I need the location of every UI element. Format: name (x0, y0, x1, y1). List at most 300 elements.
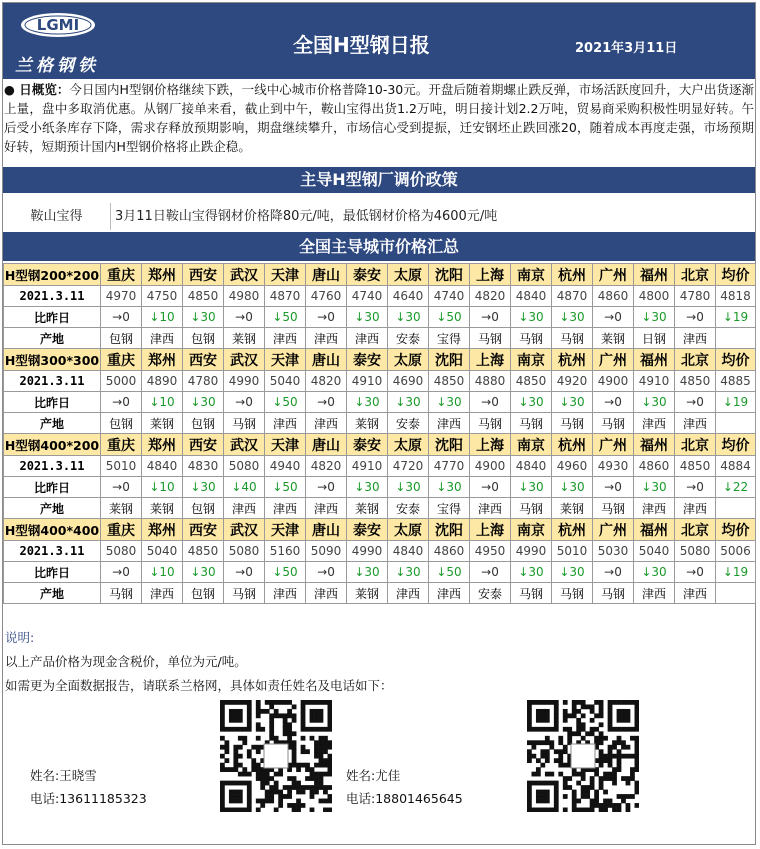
qr-module (585, 704, 590, 709)
origin-cell: 莱钢 (593, 328, 634, 349)
daily-overview (4, 80, 754, 164)
qr-module (567, 736, 572, 741)
city-name: 广州 (593, 264, 634, 286)
qr-module (581, 704, 586, 709)
price-cell: 5040 (265, 371, 306, 392)
qr-module (527, 794, 532, 799)
qr-module (292, 803, 297, 808)
change-cell: ↓30 (388, 307, 429, 328)
qr-module (229, 700, 234, 705)
qr-module (545, 749, 550, 754)
contact-1-phone[interactable]: 电话:13611185323 (30, 791, 147, 806)
qr-module (269, 776, 274, 781)
qr-module (301, 727, 306, 732)
qr-module (319, 718, 324, 723)
qr-module (626, 803, 631, 808)
qr-module (292, 808, 297, 812)
qr-module (630, 700, 635, 705)
change-cell: ↓30 (511, 307, 552, 328)
qr-module (314, 772, 319, 777)
change-cell: →0 (593, 562, 634, 583)
qr-module (220, 799, 225, 804)
origin-cell: 津西 (634, 413, 675, 434)
origin-cell: 津西 (470, 498, 511, 519)
city-name: 郑州 (142, 264, 183, 286)
origin-cell: 津西 (388, 583, 429, 604)
city-name: 泰安 (347, 519, 388, 541)
qr-module (608, 718, 613, 723)
origin-cell: 马钢 (593, 498, 634, 519)
policy-text: 3月11日鞍山宝得钢材价格降80元/吨，最低钢材价格为4600元/吨 (115, 209, 498, 224)
city-name: 重庆 (101, 264, 142, 286)
qr-module (323, 763, 328, 768)
origin-cell: 包钢 (183, 413, 224, 434)
qr-module (572, 731, 577, 736)
qr-module (242, 736, 247, 741)
origin-cell: 马钢 (552, 328, 593, 349)
qr-module (283, 722, 288, 727)
qr-module (549, 700, 554, 705)
qr-module (220, 808, 225, 812)
qr-module (287, 776, 292, 781)
qr-module (296, 767, 301, 772)
qr-module (599, 704, 604, 709)
origin-cell: 马钢 (593, 413, 634, 434)
change-cell: ↓30 (552, 307, 593, 328)
origin-label: 产地 (4, 328, 101, 349)
qr-module (603, 803, 608, 808)
origin-cell: 包钢 (101, 413, 142, 434)
qr-module (581, 772, 586, 777)
qr-module (608, 754, 613, 759)
qr-module (310, 794, 315, 799)
price-row (4, 371, 756, 392)
qr-module (301, 704, 306, 709)
qr-module (265, 790, 270, 795)
qr-module (314, 776, 319, 781)
change-cell: →0 (470, 307, 511, 328)
qr-code-icon (220, 700, 332, 812)
origin-cell (716, 328, 756, 349)
qr-module (251, 758, 256, 763)
qr-module (251, 745, 256, 750)
origin-cell: 津西 (429, 413, 470, 434)
qr-module (576, 700, 581, 705)
qr-module (563, 718, 568, 723)
change-label: 比昨日 (4, 392, 101, 413)
qr-module (540, 718, 545, 723)
qr-module (287, 709, 292, 714)
price-cell: 5006 (716, 541, 756, 562)
qr-module (269, 700, 274, 705)
qr-module (536, 808, 541, 812)
qr-module (319, 776, 324, 781)
qr-module (224, 727, 229, 732)
qr-module (238, 718, 243, 723)
qr-module (233, 727, 238, 732)
qr-module (554, 713, 559, 718)
qr-module (576, 718, 581, 723)
qr-module (229, 718, 234, 723)
qr-module (635, 754, 639, 759)
price-cell: 5090 (306, 541, 347, 562)
city-name: 西安 (183, 264, 224, 286)
qr-module (599, 781, 604, 786)
city-header-row (4, 434, 756, 456)
qr-module (256, 700, 261, 705)
qr-module (242, 808, 247, 812)
origin-cell: 津西 (306, 498, 347, 519)
price-cell: 4840 (142, 456, 183, 477)
overview-text: 今日国内H型钢价格继续下跌，一线中心城市价格普降10-30元。开盘后随着期螺止跌反弹，市场活跃度回升，大户出货逐渐上量，盘中多取消优惠。从钢厂接单来看，截止到中午，鞍山宝得出货1.2万吨，明日接计划2.2万吨，贸易商采购积极性明显好转。午后受小纸条库存下降，需求存释放预期影响，期盘继续攀升，市场信心受到提振，迁安钢坯止跌回涨20，随着成本再度走强，市场预期好转，短期预计国内H型钢价格将止跌企稳。 (4, 82, 754, 154)
qr-module (233, 709, 238, 714)
qr-module (599, 709, 604, 714)
qr-module (554, 700, 559, 705)
qr-module (233, 808, 238, 812)
origin-cell: 马钢 (224, 413, 265, 434)
origin-cell: 津西 (306, 583, 347, 604)
contact-1-name: 姓名:王晓雪 (30, 768, 97, 783)
qr-module (292, 718, 297, 723)
city-name: 泰安 (347, 434, 388, 456)
qr-module (287, 700, 292, 705)
qr-module (328, 718, 332, 723)
qr-module (310, 785, 315, 790)
qr-module (328, 700, 332, 705)
qr-module (274, 772, 279, 777)
qr-module (608, 745, 613, 750)
change-cell: ↓10 (142, 477, 183, 498)
qr-module (220, 794, 225, 799)
city-name: 郑州 (142, 519, 183, 541)
qr-module (581, 776, 586, 781)
qr-module (617, 803, 622, 808)
qr-module (301, 790, 306, 795)
price-cell: 4980 (224, 286, 265, 307)
qr-module (536, 713, 541, 718)
price-cell: 4860 (429, 541, 470, 562)
change-cell: ↓30 (634, 307, 675, 328)
qr-module (549, 745, 554, 750)
qr-module (319, 749, 324, 754)
qr-module (229, 767, 234, 772)
qr-module (527, 749, 532, 754)
price-row (4, 541, 756, 562)
qr-module (554, 808, 559, 812)
change-cell: ↓30 (347, 392, 388, 413)
price-cell: 4740 (347, 286, 388, 307)
price-cell: 5080 (224, 456, 265, 477)
qr-module (256, 722, 261, 727)
qr-module (549, 781, 554, 786)
qr-module (617, 794, 622, 799)
change-label: 比昨日 (4, 477, 101, 498)
qr-module (599, 803, 604, 808)
qr-module (323, 785, 328, 790)
city-name: 太原 (388, 434, 429, 456)
qr-module (328, 808, 332, 812)
qr-module (305, 785, 310, 790)
price-cell: 5040 (142, 541, 183, 562)
origin-cell: 马钢 (552, 413, 593, 434)
city-name: 西安 (183, 434, 224, 456)
qr-module (545, 700, 550, 705)
qr-module (594, 736, 599, 741)
qr-module (323, 799, 328, 804)
qr-module (608, 758, 613, 763)
qr-module (563, 709, 568, 714)
change-cell: ↓30 (552, 477, 593, 498)
price-cell: 4920 (552, 371, 593, 392)
qr-module (301, 763, 306, 768)
qr-module (220, 785, 225, 790)
qr-module (278, 772, 283, 777)
qr-module (558, 763, 563, 768)
qr-module (292, 754, 297, 759)
qr-module (220, 767, 225, 772)
qr-module (238, 754, 243, 759)
qr-module (545, 758, 550, 763)
qr-module (247, 704, 252, 709)
city-name: 武汉 (224, 434, 265, 456)
origin-cell: 日钢 (634, 328, 675, 349)
qr-module (269, 799, 274, 804)
city-name: 杭州 (552, 434, 593, 456)
change-cell: ↓30 (347, 562, 388, 583)
qr-center-avatar (571, 744, 595, 768)
qr-module (527, 704, 532, 709)
qr-module (576, 731, 581, 736)
qr-module (617, 713, 622, 718)
qr-module (278, 799, 283, 804)
city-name: 天津 (265, 434, 306, 456)
price-cell: 4890 (142, 371, 183, 392)
qr-module (594, 713, 599, 718)
qr-module (269, 736, 274, 741)
qr-module (310, 709, 315, 714)
origin-cell (716, 583, 756, 604)
qr-module (617, 709, 622, 714)
city-name: 南京 (511, 264, 552, 286)
city-name: 杭州 (552, 264, 593, 286)
qr-module (242, 781, 247, 786)
qr-module (301, 749, 306, 754)
qr-module (274, 808, 279, 812)
qr-module (292, 749, 297, 754)
qr-module (314, 785, 319, 790)
qr-module (635, 781, 639, 786)
origin-row (4, 413, 756, 434)
qr-module (265, 709, 270, 714)
qr-module (554, 718, 559, 723)
qr-module (599, 808, 604, 812)
qr-module (563, 808, 568, 812)
change-cell: →0 (306, 392, 347, 413)
qr-module (283, 713, 288, 718)
qr-module (540, 727, 545, 732)
qr-module (612, 808, 617, 812)
qr-module (310, 718, 315, 723)
origin-row (4, 498, 756, 519)
price-cell: 4750 (142, 286, 183, 307)
qr-module (540, 808, 545, 812)
change-cell: ↓50 (429, 307, 470, 328)
city-name: 均价 (716, 349, 756, 371)
change-row (4, 477, 756, 498)
change-cell: ↓50 (265, 307, 306, 328)
qr-module (328, 772, 332, 777)
qr-module (581, 736, 586, 741)
change-cell: →0 (675, 307, 716, 328)
qr-module (572, 794, 577, 799)
qr-module (585, 785, 590, 790)
qr-module (527, 785, 532, 790)
origin-cell: 莱钢 (101, 498, 142, 519)
price-cell: 4800 (634, 286, 675, 307)
city-name: 广州 (593, 519, 634, 541)
qr-module (572, 799, 577, 804)
city-name: 南京 (511, 434, 552, 456)
qr-module (301, 803, 306, 808)
change-cell: ↓30 (388, 392, 429, 413)
price-cell: 4820 (470, 286, 511, 307)
qr-module (554, 749, 559, 754)
qr-module (621, 794, 626, 799)
qr-module (238, 763, 243, 768)
price-cell: 4820 (306, 371, 347, 392)
qr-center-avatar (264, 744, 288, 768)
city-name: 郑州 (142, 434, 183, 456)
qr-module (612, 772, 617, 777)
city-name: 武汉 (224, 264, 265, 286)
qr-module (310, 790, 315, 795)
qr-module (554, 709, 559, 714)
qr-module (319, 785, 324, 790)
qr-module (540, 754, 545, 759)
qr-module (256, 808, 261, 812)
qr-module (283, 731, 288, 736)
qr-module (247, 808, 252, 812)
qr-module (323, 745, 328, 750)
qr-module (283, 785, 288, 790)
city-name: 福州 (634, 264, 675, 286)
qr-module (292, 776, 297, 781)
price-cell: 4885 (716, 371, 756, 392)
origin-cell: 马钢 (593, 583, 634, 604)
price-date: 2021.3.11 (4, 286, 101, 307)
qr-module (594, 772, 599, 777)
city-name: 北京 (675, 434, 716, 456)
qr-module (581, 700, 586, 705)
price-cell: 5160 (265, 541, 306, 562)
qr-module (527, 781, 532, 786)
policy-heading: 主导H型钢厂调价政策 (3, 167, 755, 193)
change-row (4, 307, 756, 328)
origin-cell: 津西 (675, 413, 716, 434)
qr-module (563, 727, 568, 732)
qr-module (581, 727, 586, 732)
change-cell: →0 (470, 562, 511, 583)
qr-module (617, 740, 622, 745)
price-cell: 4740 (429, 286, 470, 307)
qr-module (229, 808, 234, 812)
price-date: 2021.3.11 (4, 456, 101, 477)
change-cell: ↓50 (265, 562, 306, 583)
qr-module (310, 700, 315, 705)
origin-cell: 津西 (306, 413, 347, 434)
price-cell: 4850 (511, 371, 552, 392)
qr-module (581, 722, 586, 727)
qr-module (224, 740, 229, 745)
qr-module (220, 727, 225, 732)
qr-module (247, 794, 252, 799)
qr-module (612, 740, 617, 745)
qr-module (612, 745, 617, 750)
qr-module (278, 700, 283, 705)
qr-module (531, 808, 536, 812)
qr-module (238, 700, 243, 705)
origin-cell: 津西 (265, 498, 306, 519)
change-cell: →0 (306, 307, 347, 328)
qr-module (301, 700, 306, 705)
price-cell: 4850 (183, 286, 224, 307)
qr-module (224, 808, 229, 812)
city-name: 天津 (265, 349, 306, 371)
change-cell: ↓40 (224, 477, 265, 498)
price-cell: 4900 (593, 371, 634, 392)
qr-module (590, 718, 595, 723)
qr-module (278, 803, 283, 808)
qr-module (527, 799, 532, 804)
qr-module (323, 727, 328, 732)
qr-module (563, 713, 568, 718)
qr-module (229, 709, 234, 714)
qr-module (238, 709, 243, 714)
change-row (4, 392, 756, 413)
qr-module (220, 763, 225, 768)
qr-module (563, 700, 568, 705)
qr-module (590, 808, 595, 812)
origin-cell (716, 498, 756, 519)
change-cell: →0 (306, 477, 347, 498)
qr-module (328, 722, 332, 727)
price-cell: 5010 (101, 456, 142, 477)
city-name: 天津 (265, 519, 306, 541)
product-name: H型钢300*300 (4, 349, 101, 371)
contact-2-phone[interactable]: 电话:18801465645 (346, 791, 463, 806)
qr-module (292, 763, 297, 768)
qr-module (554, 799, 559, 804)
qr-module (621, 713, 626, 718)
change-cell: →0 (101, 307, 142, 328)
qr-module (220, 736, 225, 741)
qr-module (527, 790, 532, 795)
qr-module (545, 709, 550, 714)
qr-module (563, 781, 568, 786)
qr-module (590, 731, 595, 736)
price-cell: 4830 (183, 456, 224, 477)
origin-cell: 安泰 (470, 583, 511, 604)
price-cell: 4990 (511, 541, 552, 562)
qr-module (626, 781, 631, 786)
qr-module (319, 709, 324, 714)
qr-module (554, 790, 559, 795)
origin-cell: 津西 (224, 498, 265, 519)
qr-module (621, 740, 626, 745)
logo-emblem-icon (19, 11, 97, 39)
qr-module (319, 745, 324, 750)
qr-module (536, 767, 541, 772)
